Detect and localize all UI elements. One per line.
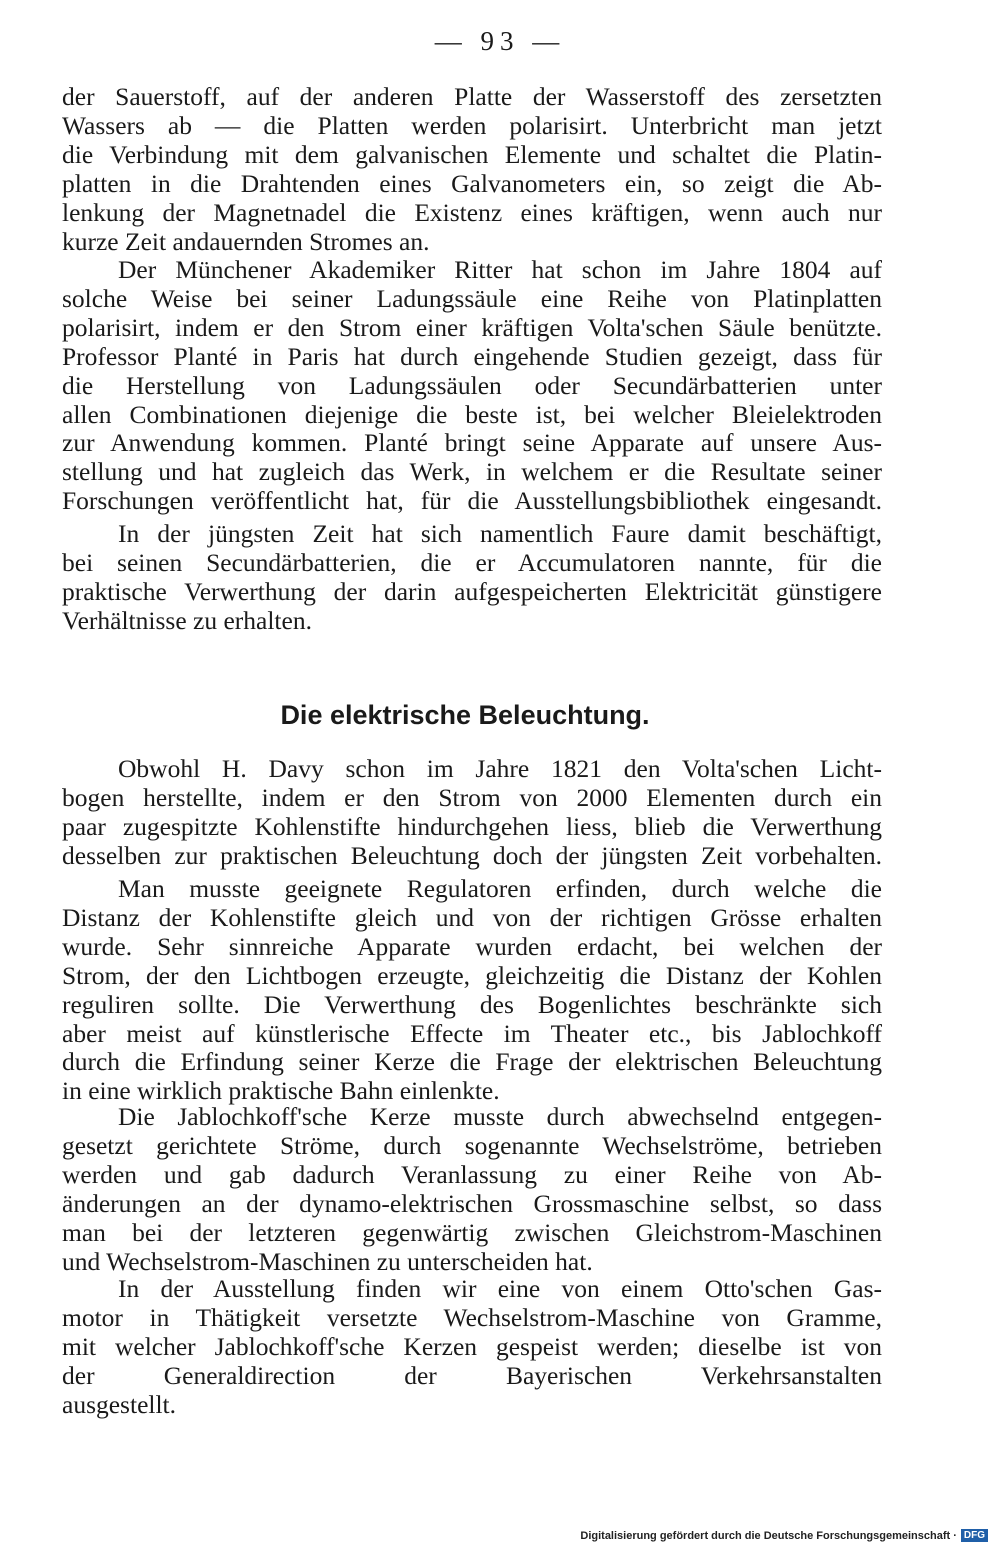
- text-line: stellung und hat zugleich das Werk, in welchem er die Resultate seiner: [62, 457, 882, 487]
- text-line: man bei der letzteren gegenwärtig zwischen Gleichstrom-Maschinen: [62, 1217, 882, 1247]
- text-line: und Wechselstrom-Maschinen zu unterscheiden hat.: [62, 1246, 593, 1276]
- section-heading: Die elektrische Beleuchtung.: [280, 700, 650, 730]
- text-line: solche Weise bei seiner Ladungssäule eine Reihe von Platinplatten: [62, 283, 882, 313]
- page-number: — 93 —: [434, 26, 566, 56]
- text-line: motor in Thätigkeit versetzte Wechselstrom-Maschine von Gramme,: [62, 1302, 882, 1332]
- paragraph-6: [62, 1103, 882, 1276]
- text-line: werden und gab dadurch Veranlassung zu einer Reihe von Ab-: [62, 1159, 882, 1189]
- footer-text: Digitalisierung gefördert durch die Deutsche Forschungsgemeinschaft ·: [580, 1529, 957, 1542]
- text-line: ausgestellt.: [62, 1389, 177, 1419]
- text-line: reguliren sollte. Die Verwerthung des Bogenlichtes beschränkte sich: [62, 989, 882, 1019]
- text-line: Der Münchener Akademiker Ritter hat schon im Jahre 1804 auf: [118, 255, 882, 284]
- text-line: Man musste geeignete Regulatoren erfinden, durch welche die: [118, 874, 882, 903]
- text-line: die Verbindung mit dem galvanischen Elemente und schaltet die Platin-: [62, 139, 882, 169]
- paragraph-1: [62, 83, 882, 256]
- text-line: allen Combinationen diejenige die beste ist, bei welcher Bleielektroden: [62, 399, 882, 429]
- text-line: Distanz der Kohlenstifte gleich und von der richtigen Grösse erhalten: [62, 902, 882, 932]
- text-line: mit welcher Jablochkoff'sche Kerzen gespeist werden; dieselbe ist von: [62, 1331, 882, 1361]
- paragraph-7: [62, 1275, 882, 1420]
- text-line: Wassers ab — die Platten werden polarisirt. Unterbricht man jetzt: [62, 110, 882, 140]
- text-line: Strom, der den Lichtbogen erzeugte, gleichzeitig die Distanz der Kohlen: [62, 960, 882, 990]
- text-line: desselben zur praktischen Beleuchtung doch der jüngsten Zeit vorbehalten.: [62, 840, 882, 870]
- text-line: der Sauerstoff, auf der anderen Platte der Wasserstoff des zersetzten: [62, 82, 882, 111]
- text-line: praktische Verwerthung der darin aufgespeicherten Elektricität günstigere: [62, 576, 882, 606]
- text-line: kurze Zeit andauernden Stromes an.: [62, 226, 430, 256]
- text-line: Die Jablochkoff'sche Kerze musste durch abwechselnd entgegen-: [118, 1102, 882, 1131]
- text-line: lenkung der Magnetnadel die Existenz eines kräftigen, wenn auch nur: [62, 197, 882, 227]
- text-line: bei seinen Secundärbatterien, die er Accumulatoren nannte, für die: [62, 547, 882, 577]
- text-line: platten in die Drahtenden eines Galvanometers ein, so zeigt die Ab-: [62, 168, 882, 198]
- text-line: wurde. Sehr sinnreiche Apparate wurden erdacht, bei welchen der: [62, 931, 882, 961]
- text-line: In der jüngsten Zeit hat sich namentlich Faure damit beschäftigt,: [118, 519, 882, 548]
- text-line: aber meist auf künstlerische Effecte im Theater etc., bis Jablochkoff: [62, 1018, 882, 1048]
- text-line: Obwohl H. Davy schon im Jahre 1821 den Volta'schen Licht-: [118, 754, 882, 783]
- paragraph-3: [62, 520, 882, 636]
- text-line: der Generaldirection der Bayerischen Verkehrsanstalten: [62, 1360, 882, 1390]
- paragraph-4: [62, 755, 882, 871]
- dfg-logo-icon: DFG: [961, 1529, 988, 1542]
- footer-credit: [580, 1529, 988, 1542]
- text-line: polarisirt, indem er den Strom einer kräftigen Volta'schen Säule benützte.: [62, 312, 882, 342]
- text-line: gesetzt gerichtete Ströme, durch sogenannte Wechselströme, betrieben: [62, 1130, 882, 1160]
- text-line: in eine wirklich praktische Bahn einlenkte.: [62, 1076, 500, 1106]
- text-line: paar zugespitzte Kohlenstifte hindurchgehen liess, blieb die Verwerthung: [62, 811, 882, 841]
- text-line: die Herstellung von Ladungssäulen oder Secundärbatterien unter: [62, 370, 882, 400]
- text-line: Forschungen veröffentlicht hat, für die Ausstellungsbibliothek eingesandt.: [62, 486, 882, 516]
- paragraph-5: [62, 875, 882, 1106]
- text-line: Verhältnisse zu erhalten.: [62, 605, 312, 635]
- text-line: In der Ausstellung finden wir eine von einem Otto'schen Gas-: [118, 1274, 882, 1303]
- text-line: bogen herstellte, indem er den Strom von 2000 Elementen durch ein: [62, 782, 882, 812]
- text-line: Professor Planté in Paris hat durch eingehende Studien gezeigt, dass für: [62, 341, 882, 371]
- text-line: änderungen an der dynamo-elektrischen Grossmaschine selbst, so dass: [62, 1188, 882, 1218]
- text-line: durch die Erfindung seiner Kerze die Frage der elektrischen Beleuchtung: [62, 1047, 882, 1077]
- text-line: zur Anwendung kommen. Planté bringt seine Apparate auf unsere Aus-: [62, 428, 882, 458]
- paragraph-2: [62, 256, 882, 516]
